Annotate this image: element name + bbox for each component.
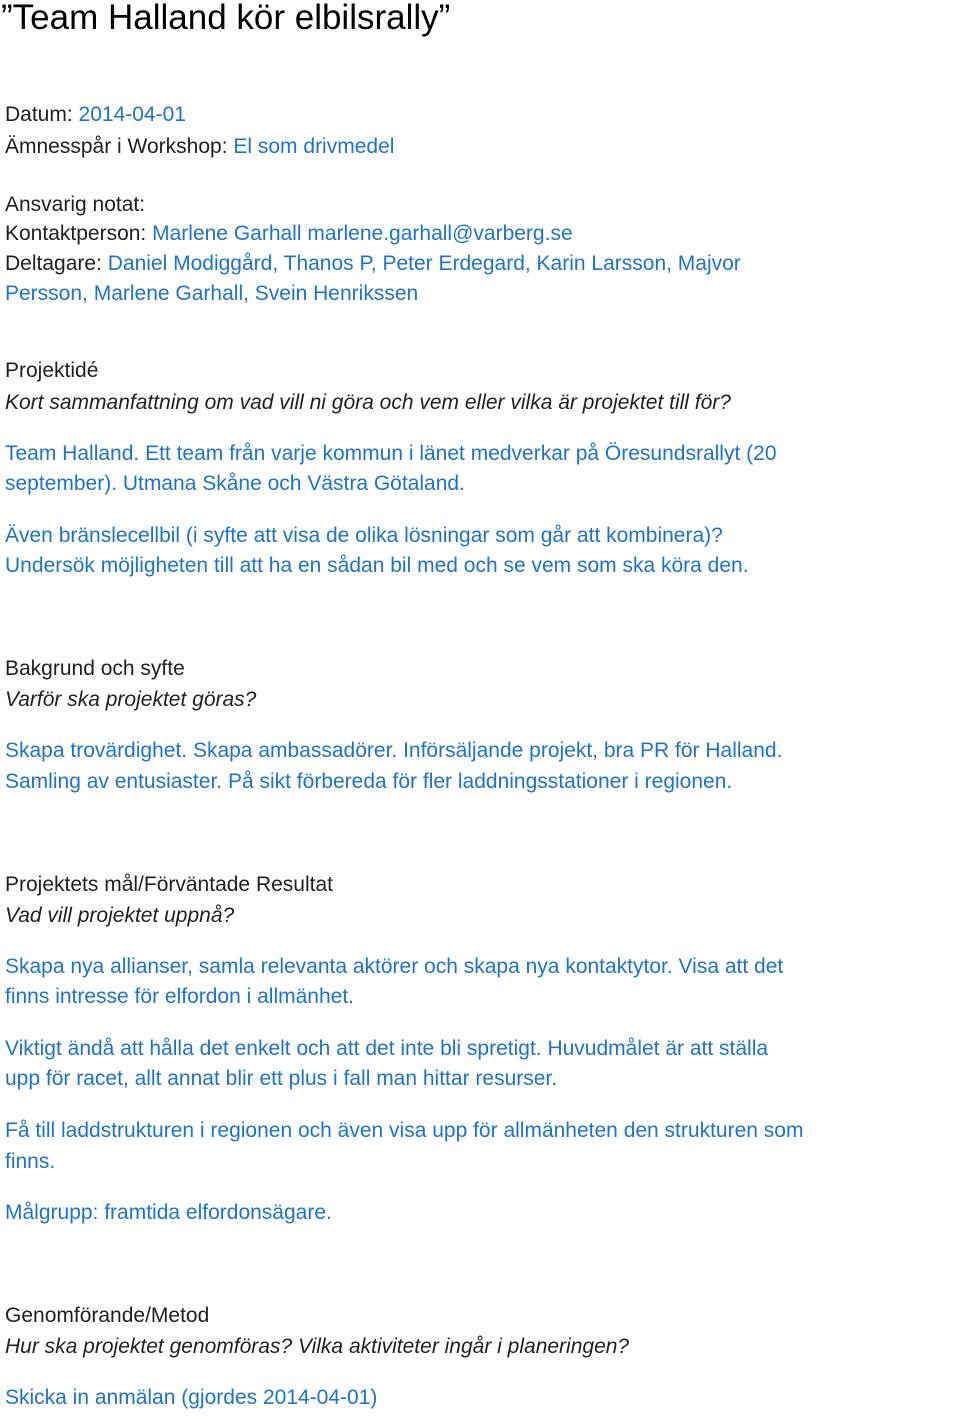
- kontakt-label: Kontaktperson:: [5, 222, 147, 245]
- bakgrund-heading: Bakgrund och syfte: [5, 657, 185, 680]
- datum-value: 2014-04-01: [78, 103, 186, 126]
- mal-paragraph-4-line-1: Målgrupp: framtida elfordonsägare.: [5, 1201, 332, 1224]
- deltagare-value-2: Persson, Marlene Garhall, Svein Henrikssen: [5, 282, 419, 305]
- bakgrund-question: Varför ska projektet göras?: [5, 688, 257, 711]
- mal-paragraph-2-line-2: upp för racet, allt annat blir ett plus i fall man hittar resurser.: [5, 1067, 558, 1090]
- kontakt-value: Marlene Garhall marlene.garhall@varberg.se: [152, 222, 573, 245]
- deltagare-line: [5, 249, 741, 279]
- mal-paragraph-1-line-1: Skapa nya allianser, samla relevanta aktörer och skapa nya kontaktytor. Visa att det: [5, 955, 784, 978]
- genomforande-question: Hur ska projektet genomföras? Vilka aktiviteter ingår i planeringen?: [5, 1335, 630, 1358]
- ansvarig-label: Ansvarig notat:: [5, 193, 146, 216]
- kontakt-line: [5, 219, 573, 249]
- projektide-paragraph-2-line-1: Även bränslecellbil (i syfte att visa de olika lösningar som går att kombinera)?: [5, 524, 723, 547]
- mal-heading: Projektets mål/Förväntade Resultat: [5, 873, 333, 896]
- amnesspar-value: El som drivmedel: [233, 135, 395, 158]
- projektide-question: Kort sammanfattning om vad vill ni göra och vem eller vilka är projektet till för?: [5, 391, 731, 414]
- mal-paragraph-2-line-1: Viktigt ändå att hålla det enkelt och att det inte bli spretigt. Huvudmålet är att ställa: [5, 1037, 769, 1060]
- ansvarig-line: [5, 190, 145, 220]
- amnesspar-label: Ämnesspår i Workshop:: [5, 135, 228, 158]
- bakgrund-paragraph-1-line-2: Samling av entusiaster. På sikt förbereda för fler laddningsstationer i regionen.: [5, 770, 733, 793]
- genomforande-heading: Genomförande/Metod: [5, 1304, 210, 1327]
- genomforande-paragraph-1-line-1: Skicka in anmälan (gjordes 2014-04-01): [5, 1386, 378, 1409]
- datum-line: [5, 100, 186, 130]
- mal-paragraph-1-line-2: finns intresse för elfordon i allmänhet.: [5, 985, 355, 1008]
- deltagare-value-1: Daniel Modiggård, Thanos P, Peter Erdegard, Karin Larsson, Majvor: [107, 252, 741, 275]
- mal-question: Vad vill projektet uppnå?: [5, 904, 235, 927]
- mal-paragraph-3-line-2: finns.: [5, 1150, 56, 1173]
- datum-label: Datum:: [5, 103, 73, 126]
- bakgrund-paragraph-1-line-1: Skapa trovärdighet. Skapa ambassadörer. Införsäljande projekt, bra PR för Halland.: [5, 739, 783, 762]
- projektide-paragraph-1-line-2: september). Utmana Skåne och Västra Götaland.: [5, 472, 465, 495]
- deltagare-label: Deltagare:: [5, 252, 102, 275]
- projektide-heading: Projektidé: [5, 359, 99, 382]
- projektide-paragraph-1-line-1: Team Halland. Ett team från varje kommun i länet medverkar på Öresundsrallyt (20: [5, 442, 777, 465]
- document-title: ”Team Halland kör elbilsrally”: [1, 0, 451, 37]
- mal-paragraph-3-line-1: Få till laddstrukturen i regionen och även visa upp för allmänheten den strukturen som: [5, 1119, 804, 1142]
- amnesspar-line: [5, 132, 394, 162]
- projektide-paragraph-2-line-2: Undersök möjligheten till att ha en sådan bil med och se vem som ska köra den.: [5, 554, 749, 577]
